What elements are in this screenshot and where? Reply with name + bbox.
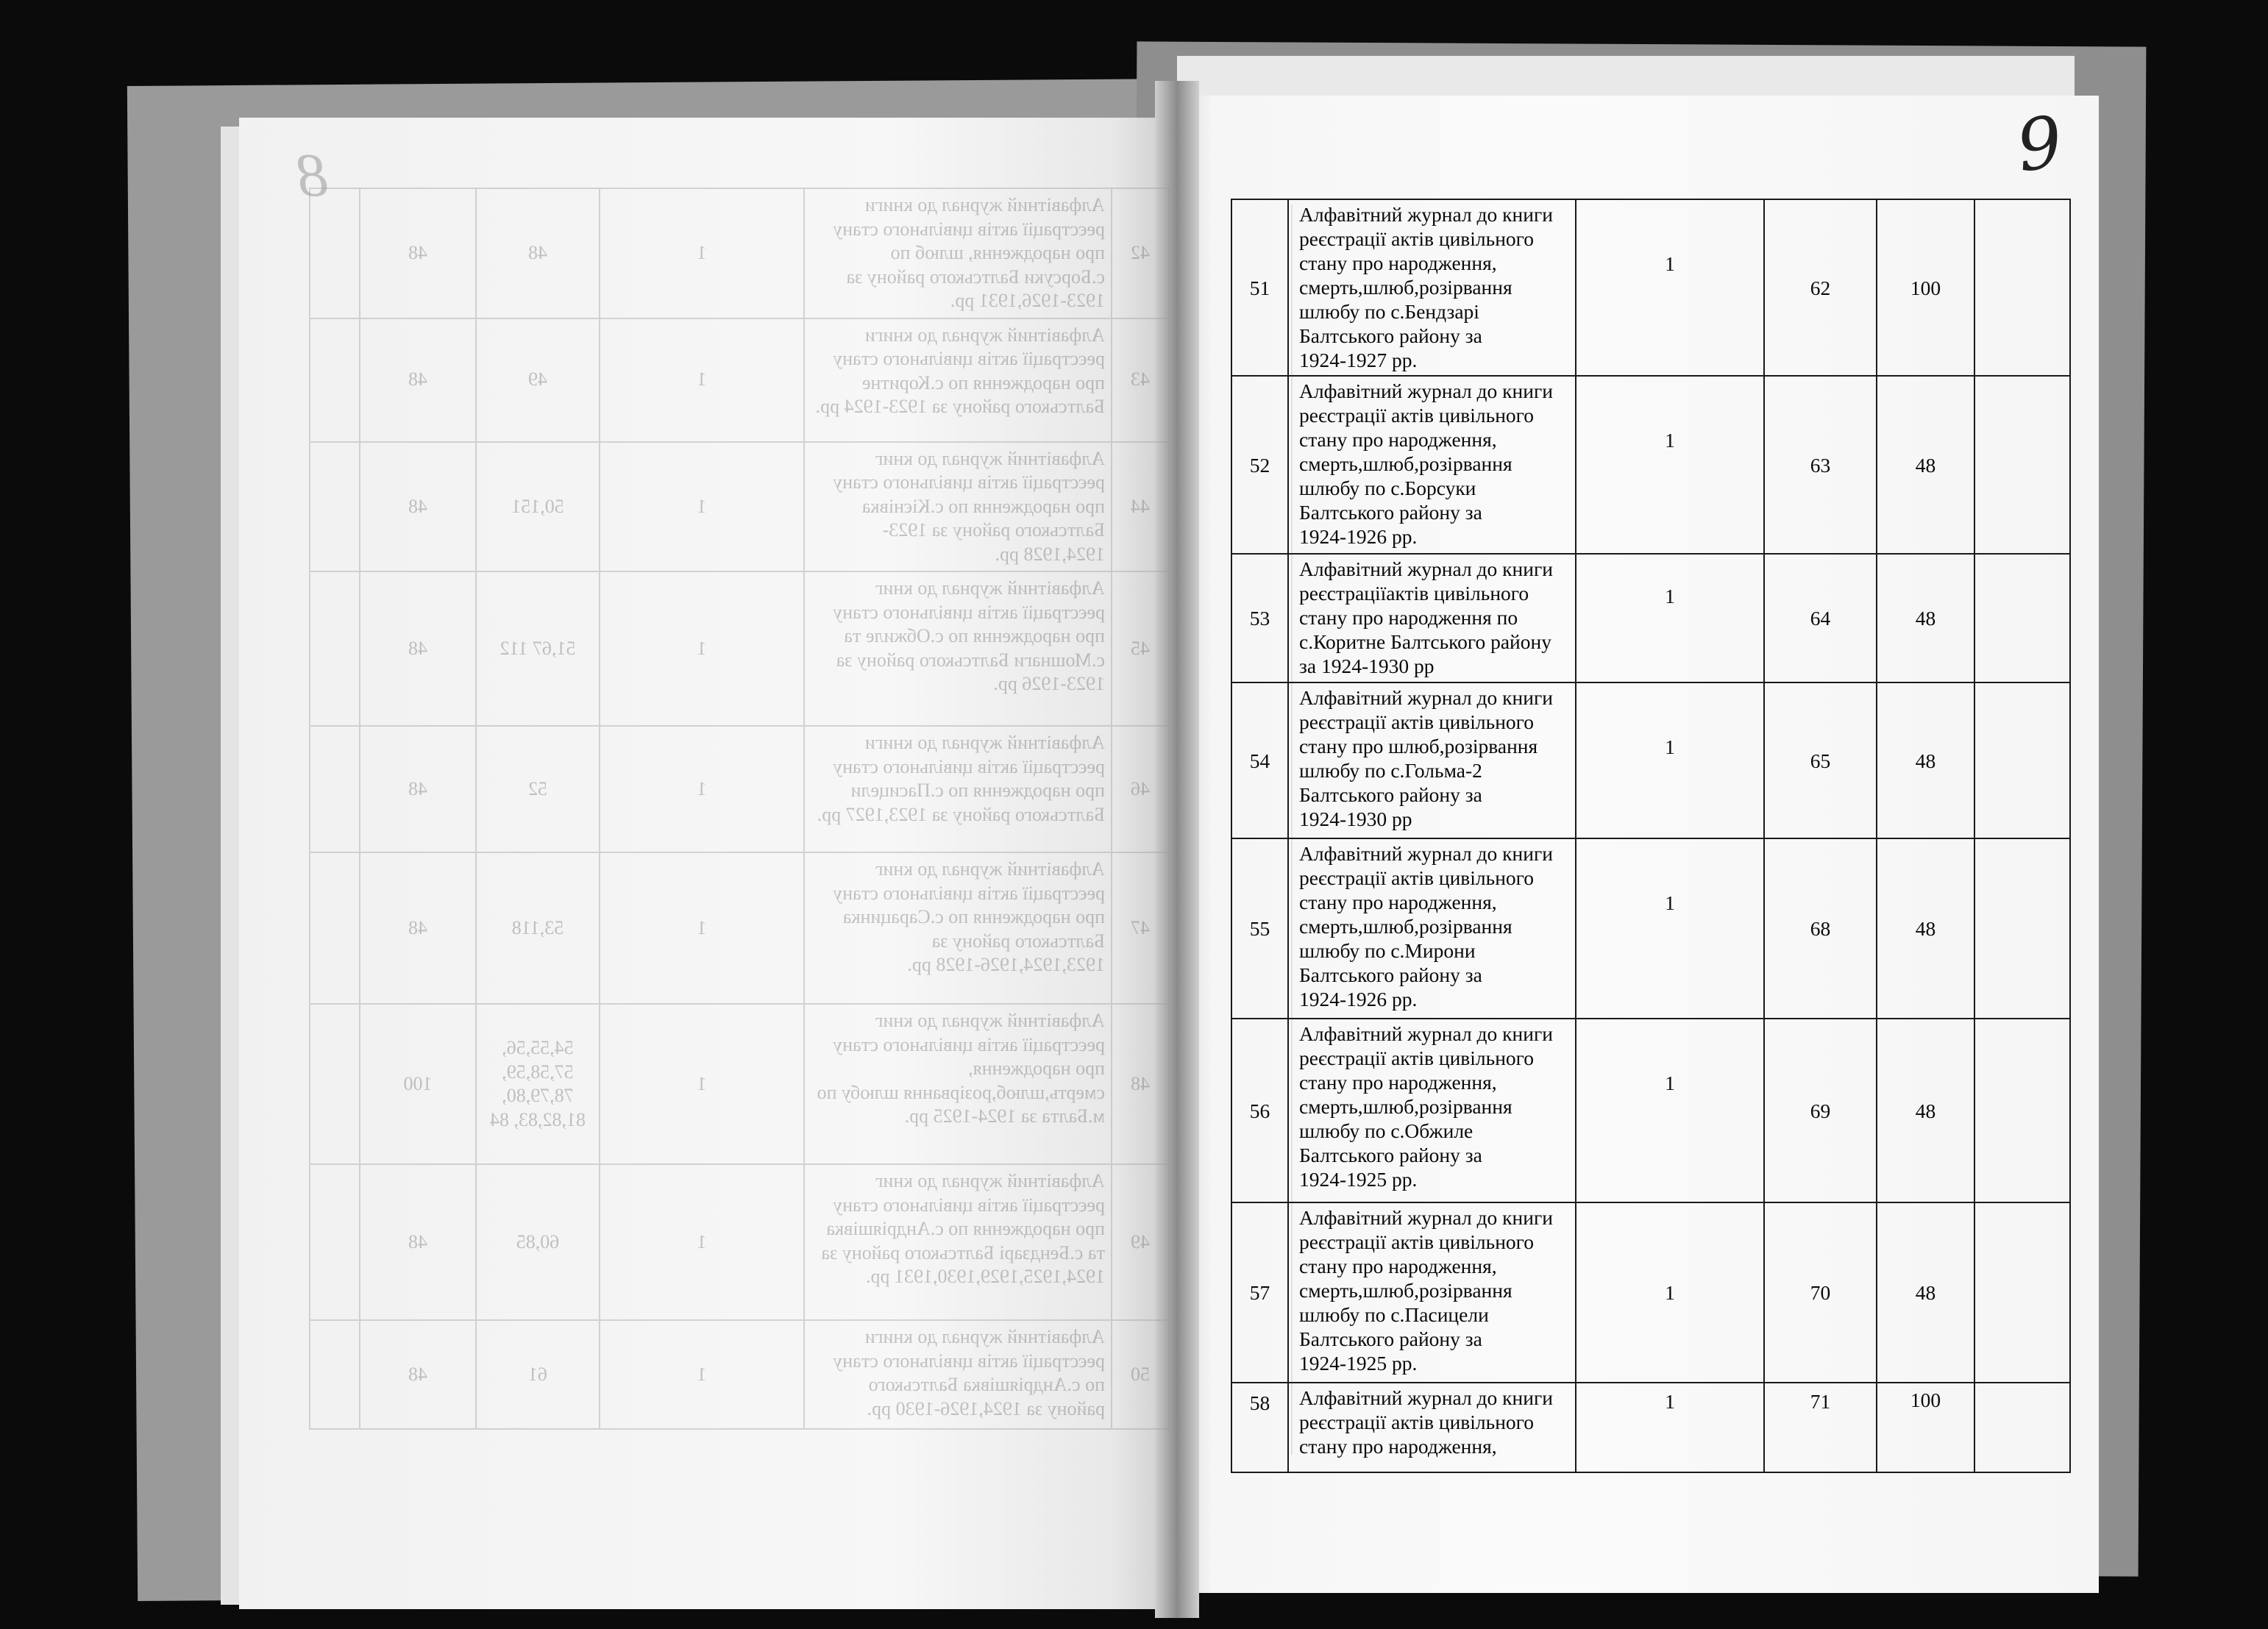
item-count: 1 — [1576, 1383, 1764, 1472]
ghost-cell-pages: 54,55,56, 57,58,59, 78,79,80, 81,82,83, 84 — [476, 1004, 600, 1164]
ghost-row — [310, 188, 1169, 318]
row-number: 56 — [1231, 1019, 1288, 1202]
ghost-cell-count: 1 — [600, 852, 804, 1004]
edge-cell — [2070, 376, 2075, 554]
document-title-line: 1924-1925 рр. — [1299, 1352, 1418, 1375]
ghost-cell-term: 48 — [360, 852, 476, 1004]
document-title-line: Алфавітний журнал до книги — [1299, 557, 1553, 580]
ghost-page-number: 8 — [297, 141, 328, 210]
ghost-row — [310, 1004, 1169, 1164]
ghost-cell-term: 48 — [360, 188, 476, 318]
document-title — [1288, 1383, 1576, 1472]
item-count: 1 — [1576, 838, 1764, 1019]
item-count: 1 — [1576, 1019, 1764, 1202]
item-count: 1 — [1576, 1202, 1764, 1383]
document-title-line: стану про народження, — [1299, 1071, 1497, 1094]
ghost-cell-count: 1 — [600, 726, 804, 852]
document-title-line: реєстрації актів цивільного — [1299, 1411, 1535, 1433]
document-title-line: Балтського району за — [1299, 783, 1482, 806]
notes-cell — [1974, 199, 2070, 376]
document-title — [1288, 838, 1576, 1019]
ghost-cell-pages: 61 — [476, 1320, 600, 1429]
document-title-line: смерть,шлюб,розірвання — [1299, 452, 1512, 475]
document-title-line: стану про народження, — [1299, 1255, 1497, 1277]
document-title-line: 1924-1927 рр. — [1299, 349, 1418, 371]
document-title-line: стану про шлюб,розірвання — [1299, 735, 1538, 758]
notes-cell — [1974, 682, 2070, 838]
table-row — [1231, 199, 2075, 376]
document-title-line: смерть,шлюб,розірвання — [1299, 1095, 1512, 1118]
document-title-line: реєстрації актів цивільного — [1299, 1230, 1535, 1253]
ghost-cell-pages: 60,85 — [476, 1164, 600, 1320]
document-title-line: Балтського району за — [1299, 1327, 1482, 1350]
document-title-line: Балтського району за — [1299, 1144, 1482, 1166]
document-title-line: реєстрації актів цивільного — [1299, 710, 1535, 733]
page-reference: 64 — [1764, 554, 1877, 682]
edge-cell — [2070, 1202, 2075, 1383]
ghost-cell-num: 49 — [1112, 1164, 1169, 1320]
document-title-line: шлюбу по с.Гольма-2 — [1299, 759, 1482, 782]
retention-term: 48 — [1877, 376, 1974, 554]
document-title-line: шлюбу по с.Борсуки — [1299, 477, 1476, 499]
document-title-line: реєстрації актів цивільного — [1299, 404, 1535, 427]
ghost-cell-num: 42 — [1112, 188, 1169, 318]
edge-cell — [2070, 554, 2075, 682]
document-title — [1288, 1202, 1576, 1383]
document-title-line: реєстрації актів цивільного — [1299, 227, 1535, 250]
item-count: 1 — [1576, 682, 1764, 838]
page-reference: 69 — [1764, 1019, 1877, 1202]
ghost-cell-num: 46 — [1112, 726, 1169, 852]
retention-term: 48 — [1877, 838, 1974, 1019]
ghost-cell-term: 48 — [360, 726, 476, 852]
row-number: 58 — [1231, 1383, 1288, 1472]
document-title-line: шлюбу по с.Бендзарі — [1299, 300, 1479, 323]
ghost-cell-num: 44 — [1112, 442, 1169, 572]
ghost-row — [310, 1164, 1169, 1320]
document-title-line: реєстраціїактів цивільного — [1299, 582, 1529, 605]
bleed-through-table — [309, 188, 1170, 1430]
archive-inventory-table — [1231, 199, 2076, 1473]
ghost-cell-num: 47 — [1112, 852, 1169, 1004]
ghost-cell-text: Алфавітний журнал до книги реєстрації актів цивільного стану про народження по с.Пасицели Балтського району за 1923,1927 рр. — [804, 726, 1112, 852]
document-title-line: 1924-1926 рр. — [1299, 525, 1418, 548]
ghost-cell-pages: 51,67 112 — [476, 571, 600, 726]
retention-term: 100 — [1877, 199, 1974, 376]
ghost-cell-count: 1 — [600, 1164, 804, 1320]
ghost-cell-text: Алфавітний журнал до книг реєстрації актів цивільного стану про народження, смерть,шлюб,розірвання шлюбу по м.Балта за 1924-1925 рр. — [804, 1004, 1112, 1164]
document-title-line: стану про народження, — [1299, 891, 1497, 913]
retention-term: 48 — [1877, 1019, 1974, 1202]
document-title-line: шлюбу по с.Пасицели — [1299, 1303, 1489, 1326]
ghost-row — [310, 852, 1169, 1004]
document-title-line: 1924-1926 рр. — [1299, 988, 1418, 1010]
ghost-cell-text: Алфавітний журнал до книги реєстрації актів цивільного стану про народження, шлюб по с.Борсуки Балтського району за 1923-1926,1931 рр. — [804, 188, 1112, 318]
document-title-line: Алфавітний журнал до книги — [1299, 842, 1553, 865]
notes-cell — [1974, 1202, 2070, 1383]
item-count: 1 — [1576, 554, 1764, 682]
ghost-cell-empty — [310, 571, 360, 726]
ghost-cell-text: Алфавітний журнал до книг реєстрації актів цивільного стану про народження по с.Сарацинка Балтського району за 1923,1924,1926-1928 рр. — [804, 852, 1112, 1004]
ghost-cell-count: 1 — [600, 318, 804, 442]
row-number: 51 — [1231, 199, 1288, 376]
document-title — [1288, 554, 1576, 682]
ghost-cell-count: 1 — [600, 188, 804, 318]
document-title-line: смерть,шлюб,розірвання — [1299, 915, 1512, 938]
ghost-cell-pages: 53,118 — [476, 852, 600, 1004]
document-title-line: Алфавітний журнал до книги — [1299, 686, 1553, 709]
document-title — [1288, 376, 1576, 554]
ghost-cell-text: Алфавітний журнал до книг реєстрації актів цивільного стану про народження по с.Андріяшівка та с.Бендзарі Балтського району за 1924,1925,1929,1930,1931 рр. — [804, 1164, 1112, 1320]
ghost-row — [310, 1320, 1169, 1429]
item-count: 1 — [1576, 199, 1764, 376]
ghost-cell-term: 48 — [360, 571, 476, 726]
ghost-cell-empty — [310, 188, 360, 318]
edge-cell — [2070, 1383, 2075, 1472]
table-row — [1231, 376, 2075, 554]
document-title-line: Алфавітний журнал до книги — [1299, 379, 1553, 402]
page-reference: 63 — [1764, 376, 1877, 554]
document-title-line: стану про народження, — [1299, 1435, 1497, 1458]
ghost-cell-pages: 52 — [476, 726, 600, 852]
page-reference: 70 — [1764, 1202, 1877, 1383]
document-title-line: стану про народження, — [1299, 428, 1497, 451]
row-number: 53 — [1231, 554, 1288, 682]
document-title-line: шлюбу по с.Мирони — [1299, 939, 1476, 962]
ghost-cell-empty — [310, 1004, 360, 1164]
ghost-cell-term: 48 — [360, 1320, 476, 1429]
document-title-line: с.Коритне Балтського району — [1299, 630, 1551, 653]
table-row — [1231, 1383, 2075, 1472]
document-title-line: реєстрації актів цивільного — [1299, 1047, 1535, 1069]
document-title — [1288, 682, 1576, 838]
ghost-cell-term: 100 — [360, 1004, 476, 1164]
document-title-line: Алфавітний журнал до книги — [1299, 203, 1553, 226]
document-title — [1288, 199, 1576, 376]
document-title-line: за 1924-1930 рр — [1299, 655, 1435, 677]
table-row — [1231, 838, 2075, 1019]
table-row — [1231, 1019, 2075, 1202]
ghost-cell-text: Алфавітний журнал до книг реєстрації актів цивільного стану про народження по с.Кієнівка Балтського району за 1923-1924,1928 рр. — [804, 442, 1112, 572]
retention-term: 100 — [1877, 1383, 1974, 1472]
ghost-cell-num: 50 — [1112, 1320, 1169, 1429]
ghost-cell-term: 48 — [360, 1164, 476, 1320]
row-number: 54 — [1231, 682, 1288, 838]
ghost-row — [310, 571, 1169, 726]
document-title-line: Алфавітний журнал до книги — [1299, 1386, 1553, 1409]
ghost-cell-count: 1 — [600, 571, 804, 726]
edge-cell — [2070, 199, 2075, 376]
retention-term: 48 — [1877, 682, 1974, 838]
page-number: 9 — [2011, 100, 2068, 188]
page-reference: 68 — [1764, 838, 1877, 1019]
notes-cell — [1974, 1383, 2070, 1472]
table-row — [1231, 554, 2075, 682]
notes-cell — [1974, 1019, 2070, 1202]
ghost-cell-text: Алфавітний журнал до книг реєстрації актів цивільного стану про народження по с.Обжиле та с.Мошнаги Балтського району за 1923-1926 рр. — [804, 571, 1112, 726]
ghost-cell-empty — [310, 852, 360, 1004]
table-row — [1231, 1202, 2075, 1383]
notes-cell — [1974, 554, 2070, 682]
document-title-line: стану про народження, — [1299, 252, 1497, 274]
retention-term: 48 — [1877, 554, 1974, 682]
ghost-cell-text: Алфавітний журнал до книги реєстрації актів цивільного стану про народження по с.Коритне Балтського району за 1923-1924 рр. — [804, 318, 1112, 442]
notes-cell — [1974, 838, 2070, 1019]
edge-cell — [2070, 1019, 2075, 1202]
ghost-cell-num: 45 — [1112, 571, 1169, 726]
document-title-line: стану про народження по — [1299, 606, 1518, 629]
document-title-line: смерть,шлюб,розірвання — [1299, 276, 1512, 299]
edge-cell — [2070, 682, 2075, 838]
table-row — [1231, 682, 2075, 838]
ghost-cell-pages: 49 — [476, 318, 600, 442]
ghost-cell-empty — [310, 1320, 360, 1429]
row-number: 52 — [1231, 376, 1288, 554]
ghost-cell-count: 1 — [600, 1320, 804, 1429]
ghost-cell-num: 43 — [1112, 318, 1169, 442]
page-reference: 71 — [1764, 1383, 1877, 1472]
document-title-line: Балтського району за — [1299, 963, 1482, 986]
item-count: 1 — [1576, 376, 1764, 554]
document-title-line: реєстрації актів цивільного — [1299, 866, 1535, 889]
ghost-cell-empty — [310, 442, 360, 572]
ghost-cell-empty — [310, 726, 360, 852]
document-title-line: 1924-1925 рр. — [1299, 1168, 1418, 1191]
ghost-cell-pages: 50,151 — [476, 442, 600, 572]
page-reference: 62 — [1764, 199, 1877, 376]
ghost-cell-count: 1 — [600, 1004, 804, 1164]
ghost-row — [310, 442, 1169, 572]
retention-term: 48 — [1877, 1202, 1974, 1383]
row-number: 57 — [1231, 1202, 1288, 1383]
document-title-line: шлюбу по с.Обжиле — [1299, 1119, 1474, 1142]
ghost-cell-count: 1 — [600, 442, 804, 572]
document-title-line: 1924-1930 рр — [1299, 808, 1412, 830]
ghost-cell-empty — [310, 318, 360, 442]
document-title-line: Балтського району за — [1299, 324, 1482, 347]
edge-cell — [2070, 838, 2075, 1019]
row-number: 55 — [1231, 838, 1288, 1019]
ghost-cell-term: 48 — [360, 318, 476, 442]
ghost-row — [310, 726, 1169, 852]
ghost-cell-pages: 48 — [476, 188, 600, 318]
notes-cell — [1974, 376, 2070, 554]
page-reference: 65 — [1764, 682, 1877, 838]
ghost-cell-term: 48 — [360, 442, 476, 572]
ghost-row — [310, 318, 1169, 442]
document-title — [1288, 1019, 1576, 1202]
document-title-line: смерть,шлюб,розірвання — [1299, 1279, 1512, 1302]
ghost-cell-num: 48 — [1112, 1004, 1169, 1164]
document-title-line: Балтського району за — [1299, 501, 1482, 524]
ghost-cell-empty — [310, 1164, 360, 1320]
ghost-cell-text: Алфавітний журнал до книги реєстрації актів цивільного стану по с.Андріяшівка Балтського району за 1924,1926-1930 рр. — [804, 1320, 1112, 1429]
document-title-line: Алфавітний журнал до книги — [1299, 1206, 1553, 1229]
document-title-line: Алфавітний журнал до книги — [1299, 1022, 1553, 1045]
